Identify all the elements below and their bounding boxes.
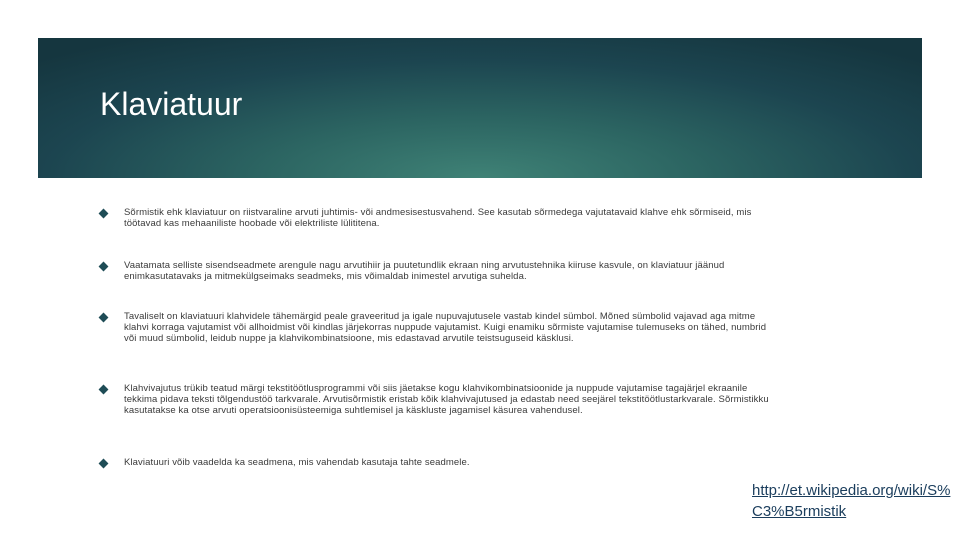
diamond-bullet-icon: [99, 313, 109, 323]
slide-title: Klaviatuur: [100, 86, 243, 122]
diamond-bullet-icon: [99, 262, 109, 272]
bullet-text: Sõrmistik ehk klaviatuur on riistvaraline arvuti juhtimis- või andmesisestusvahend. See kasutab sõrmedega vajutatavaid klahve ehk sõrmiseid, mis töötavad kas mehaaniliste hoobade või elektriliste lülititena.: [124, 207, 752, 229]
bullet-text: Vaatamata selliste sisendseadmete arengule nagu arvutihiir ja puutetundlik ekraan ning arvutustehnika kiiruse kasvule, on klaviatuur jäänud enimkasutatavaks ja mitmekülgseimaks seadmeks, mis võimaldab inimestel arvutiga suhelda.: [124, 260, 725, 282]
diamond-bullet-icon: [99, 385, 109, 395]
bullet-text: Klaviatuuri võib vaadelda ka seadmena, mis vahendab kasutaja tahte seadmele.: [124, 457, 470, 468]
source-link[interactable]: http://et.wikipedia.org/wiki/S%C3%B5rmistik: [752, 482, 951, 520]
diamond-bullet-icon: [99, 209, 109, 219]
bullet-text: Klahvivajutus trükib teatud märgi tekstitöötlusprogrammi või siis jäetakse kogu klahvikombinatsioonide ja nuppude vajutamise tagajärjel ekraanile tekkima pidava teksti tõlgendustöö tarkvarale. Arvutisõrmistik eristab kõik klahvivajutused ja edastab need seejärel tekstitöötlustarkvarale. Sõrmistikku kasutatakse ka otse arvuti operatsioonisüsteemiga suhtlemisel ja käskluste jagamisel käsurea vahendusel.: [124, 383, 769, 416]
diamond-bullet-icon: [99, 459, 109, 469]
bullet-text: Tavaliselt on klaviatuuri klahvidele tähemärgid peale graveeritud ja igale nupuvajutusele vastab kindel sümbol. Mõned sümbolid vajavad aga mitme klahvi korraga vajutamist või allhoidmist või kindlas järjekorras nuppude vajutamist. Kuigi enamiku sõrmiste vajutamise tulemuseks on tähed, numbrid või muud sümbolid, leidub nuppe ja klahvikombinatsioone, mis edastavad arvutile teistsuguseid käsklusi.: [124, 311, 767, 344]
